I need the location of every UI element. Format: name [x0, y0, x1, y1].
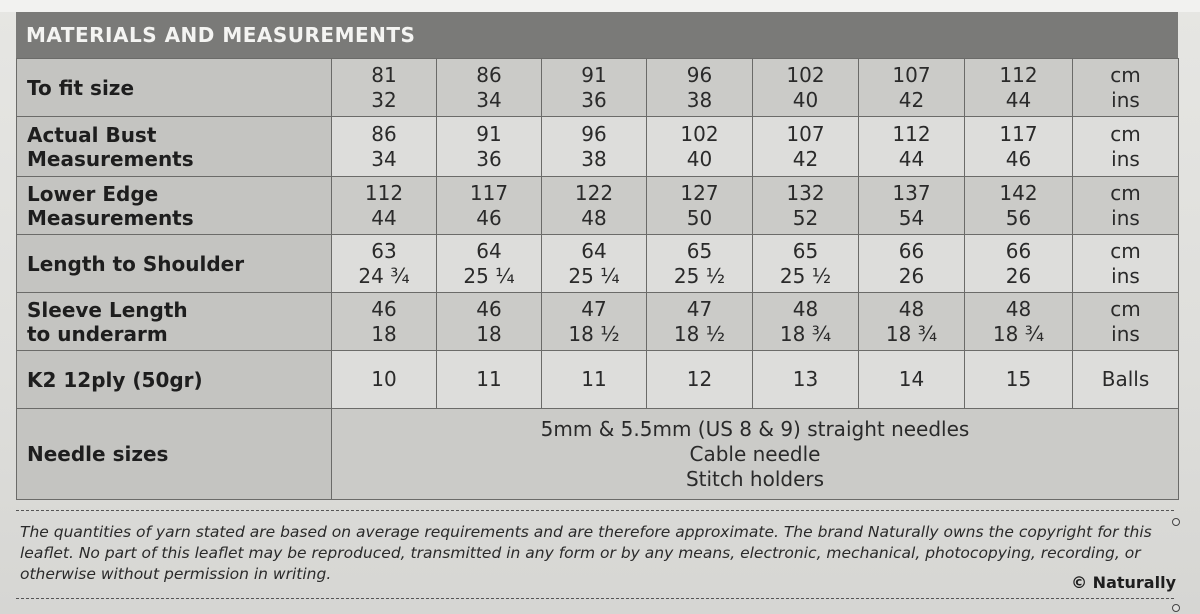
row-label: Actual Bust Measurements — [17, 117, 332, 177]
size-cell — [753, 59, 859, 117]
cell-value: 107 — [786, 121, 825, 146]
size-cell — [542, 117, 647, 177]
cell-value: 26 — [1005, 263, 1032, 288]
cell-value: 18 ¾ — [779, 321, 832, 346]
needles-label: Needle sizes — [17, 409, 332, 500]
cell-value: ins — [1111, 321, 1140, 346]
row-label: Lower Edge Measurements — [17, 177, 332, 235]
size-cell — [332, 117, 437, 177]
cell-value: 66 — [898, 238, 925, 263]
cell-value: ins — [1111, 263, 1140, 288]
cell-value: 26 — [898, 263, 925, 288]
cell-value: 11 — [581, 367, 607, 391]
cell-value: 86 — [371, 121, 397, 146]
cell-value: 117 — [469, 180, 509, 205]
cell-value: cm — [1110, 296, 1141, 321]
cell-value: 48 — [1005, 296, 1032, 321]
cell-value: 46 — [1005, 146, 1032, 171]
cell-value: 48 — [898, 296, 925, 321]
unit-cell — [1073, 117, 1179, 177]
cell-value: 47 — [581, 296, 607, 321]
cell-value: 40 — [686, 146, 713, 171]
cell-value: 18 ¾ — [885, 321, 938, 346]
size-cell — [647, 177, 753, 235]
cell-value: 91 — [476, 121, 502, 146]
size-cell — [647, 59, 753, 117]
section-title: MATERIALS AND MEASUREMENTS — [26, 23, 416, 47]
cell-value: 56 — [1005, 205, 1032, 230]
cell-value: 132 — [786, 180, 825, 205]
table-row — [17, 235, 1179, 293]
size-cell — [965, 235, 1073, 293]
cell-value: 46 — [476, 205, 502, 230]
size-cell — [437, 59, 542, 117]
disclaimer-text: The quantities of yarn stated are based on average requirements and are therefore approximate. The brand Naturally owns the copyright for this leaflet. No part of this leaflet may be reproduced, transmitted in any form or by any means, electronic, mechanical, photocopying, recording, or otherwise without permission in writing. — [20, 523, 1152, 583]
cell-value: 65 — [686, 238, 713, 263]
cell-value: 117 — [999, 121, 1038, 146]
cell-value: 66 — [1005, 238, 1032, 263]
size-cell — [647, 235, 753, 293]
cell-value: cm — [1110, 180, 1141, 205]
cell-value: 81 — [371, 62, 397, 87]
size-cell — [332, 351, 437, 409]
top-band — [0, 0, 1200, 12]
unit-cell — [1073, 59, 1179, 117]
size-cell — [437, 293, 542, 351]
cell-value: 46 — [476, 296, 502, 321]
cell-value: 18 ½ — [568, 321, 620, 346]
cell-value: 96 — [581, 121, 607, 146]
cell-value: 18 ½ — [673, 321, 726, 346]
cell-value: 64 — [581, 238, 607, 263]
size-cell — [542, 59, 647, 117]
cell-value: 25 ¼ — [568, 263, 620, 288]
size-cell — [647, 117, 753, 177]
cell-value: cm — [1110, 121, 1141, 146]
cell-value: 112 — [892, 121, 931, 146]
cell-value: 32 — [371, 87, 397, 112]
cell-value: 15 — [1005, 367, 1032, 391]
cell-value: 46 — [371, 296, 397, 321]
table-row — [17, 117, 1179, 177]
table-row — [17, 351, 1179, 409]
size-cell — [753, 293, 859, 351]
cell-value: 10 — [371, 367, 397, 391]
size-cell — [332, 177, 437, 235]
row-label: Length to Shoulder — [17, 235, 332, 293]
unit-cell — [1073, 177, 1179, 235]
cell-value: 102 — [680, 121, 719, 146]
needles-line: 5mm & 5.5mm (US 8 & 9) straight needles — [540, 416, 970, 441]
size-cell — [859, 117, 965, 177]
size-cell — [965, 59, 1073, 117]
cell-value: 42 — [792, 146, 819, 171]
size-cell — [753, 177, 859, 235]
cell-value: 38 — [686, 87, 713, 112]
size-cell — [437, 351, 542, 409]
cell-value: 107 — [892, 62, 931, 87]
cell-value: Balls — [1101, 367, 1150, 391]
size-cell — [753, 235, 859, 293]
cell-value: 48 — [792, 296, 819, 321]
size-cell — [542, 177, 647, 235]
unit-cell — [1073, 235, 1179, 293]
cell-value: 52 — [792, 205, 819, 230]
divider-bottom — [16, 598, 1174, 599]
cell-value: 38 — [581, 146, 607, 171]
size-cell — [647, 351, 753, 409]
cell-value: 25 ½ — [779, 263, 832, 288]
unit-cell — [1073, 293, 1179, 351]
size-cell — [965, 293, 1073, 351]
cell-value: ins — [1111, 146, 1140, 171]
size-cell — [965, 177, 1073, 235]
cell-value: 54 — [898, 205, 925, 230]
size-cell — [965, 117, 1073, 177]
cell-value: ins — [1111, 87, 1140, 112]
size-cell — [437, 117, 542, 177]
size-cell — [542, 351, 647, 409]
size-cell — [332, 293, 437, 351]
cell-value: 112 — [999, 62, 1038, 87]
table-row — [17, 177, 1179, 235]
size-cell — [542, 293, 647, 351]
cell-value: 122 — [574, 180, 614, 205]
measurements-table — [16, 58, 1179, 500]
size-cell — [753, 351, 859, 409]
cell-value: 127 — [680, 180, 719, 205]
cell-value: 18 ¾ — [992, 321, 1045, 346]
size-cell — [859, 351, 965, 409]
cell-value: 64 — [476, 238, 502, 263]
cell-value: 44 — [898, 146, 925, 171]
cell-value: 25 ¼ — [463, 263, 515, 288]
size-cell — [332, 59, 437, 117]
cell-value: 102 — [786, 62, 825, 87]
size-cell — [859, 235, 965, 293]
table-row — [17, 293, 1179, 351]
divider-dot — [1172, 604, 1180, 612]
size-cell — [647, 293, 753, 351]
row-label: To fit size — [17, 59, 332, 117]
size-cell — [437, 177, 542, 235]
cell-value: 36 — [581, 87, 607, 112]
size-cell — [542, 235, 647, 293]
table-row — [17, 59, 1179, 117]
cell-value: 48 — [581, 205, 607, 230]
cell-value: 142 — [999, 180, 1038, 205]
needles-list — [332, 409, 1179, 500]
size-cell — [753, 117, 859, 177]
copyright-notice: © Naturally — [1071, 573, 1176, 592]
cell-value: 65 — [792, 238, 819, 263]
cell-value: 63 — [371, 238, 397, 263]
cell-value: 50 — [686, 205, 713, 230]
size-cell — [859, 293, 965, 351]
cell-value: 112 — [364, 180, 404, 205]
cell-value: 137 — [892, 180, 931, 205]
cell-value: 96 — [686, 62, 713, 87]
cell-value: 86 — [476, 62, 502, 87]
cell-value: 91 — [581, 62, 607, 87]
size-cell — [437, 235, 542, 293]
size-cell — [965, 351, 1073, 409]
divider-top — [16, 510, 1174, 511]
cell-value: 18 — [476, 321, 502, 346]
size-cell — [859, 59, 965, 117]
size-cell — [859, 177, 965, 235]
cell-value: 13 — [792, 367, 819, 391]
cell-value: 47 — [686, 296, 713, 321]
cell-value: 44 — [371, 205, 397, 230]
row-label: K2 12ply (50gr) — [17, 351, 332, 409]
cell-value: 34 — [371, 146, 397, 171]
cell-value: 42 — [898, 87, 925, 112]
cell-value: 34 — [476, 87, 502, 112]
cell-value: 44 — [1005, 87, 1032, 112]
cell-value: 11 — [476, 367, 502, 391]
cell-value: 18 — [371, 321, 397, 346]
needles-line: Stitch holders — [685, 466, 825, 491]
unit-cell — [1073, 351, 1179, 409]
cell-value: 12 — [686, 367, 713, 391]
cell-value: 14 — [898, 367, 925, 391]
cell-value: cm — [1110, 62, 1141, 87]
cell-value: 24 ¾ — [358, 263, 410, 288]
cell-value: 25 ½ — [673, 263, 726, 288]
cell-value: 36 — [476, 146, 502, 171]
section-header — [16, 12, 1178, 58]
cell-value: cm — [1110, 238, 1141, 263]
size-cell — [332, 235, 437, 293]
needles-row — [17, 409, 1179, 500]
row-label: Sleeve Length to underarm — [17, 293, 332, 351]
needles-line: Cable needle — [689, 441, 821, 466]
cell-value: 40 — [792, 87, 819, 112]
cell-value: ins — [1111, 205, 1140, 230]
